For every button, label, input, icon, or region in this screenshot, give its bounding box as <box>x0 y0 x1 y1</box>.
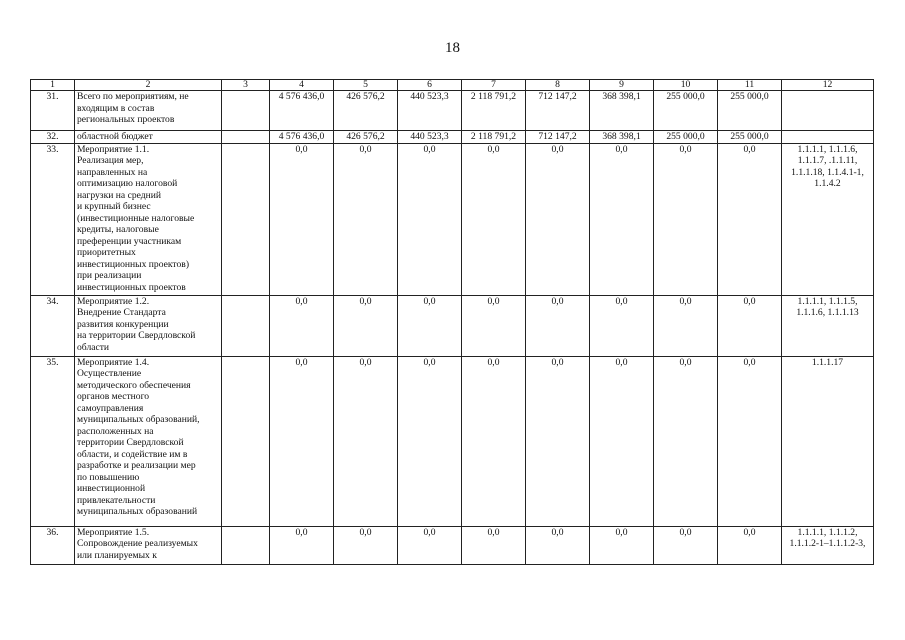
column-header-5: 5 <box>334 80 398 91</box>
row-value-col-7: 0,0 <box>462 526 526 564</box>
table-row <box>31 526 874 564</box>
column-header-10: 10 <box>654 80 718 91</box>
row-target-codes-text: 1.1.1.1, 1.1.1.5, 1.1.1.6, 1.1.1.13 <box>796 295 859 318</box>
row-value-col-5: 0,0 <box>334 143 398 295</box>
row-value-col-11: 0,0 <box>718 143 782 295</box>
row-description <box>75 526 222 564</box>
row-value-col-9: 0,0 <box>590 295 654 356</box>
row-description-text: Мероприятие 1.4. Осуществление методического обеспечения органов местного самоуправления муниципальных образований, расположенных на территории Свердловской области, и содействие им в разработке и реализации мер по повышению инвестиционной привлекательности муниципальных образований <box>77 356 200 517</box>
row-column-3 <box>222 143 270 295</box>
row-target-codes <box>782 91 874 131</box>
column-header-1: 1 <box>31 80 75 91</box>
row-number: 36. <box>31 526 75 564</box>
row-target-codes <box>782 526 874 564</box>
row-description-text: Мероприятие 1.5. Сопровождение реализуемых или планируемых к <box>77 526 198 561</box>
row-column-3 <box>222 356 270 526</box>
row-value-col-8: 0,0 <box>526 295 590 356</box>
row-value-col-8: 712 147,2 <box>526 91 590 131</box>
header-row <box>31 80 874 91</box>
page-number: 18 <box>445 40 460 56</box>
row-value-col-4: 0,0 <box>270 143 334 295</box>
column-header-4: 4 <box>270 80 334 91</box>
row-description-text: Мероприятие 1.2. Внедрение Стандарта развития конкуренции на территории Свердловской области <box>77 295 196 353</box>
row-value-col-5: 0,0 <box>334 526 398 564</box>
row-value-col-11: 255 000,0 <box>718 91 782 131</box>
row-value-col-6: 0,0 <box>398 143 462 295</box>
row-value-col-4: 0,0 <box>270 295 334 356</box>
program-table <box>30 79 874 565</box>
row-column-3 <box>222 131 270 144</box>
row-number: 35. <box>31 356 75 526</box>
row-description <box>75 91 222 131</box>
row-value-col-8: 0,0 <box>526 526 590 564</box>
row-value-col-9: 368 398,1 <box>590 91 654 131</box>
row-number: 31. <box>31 91 75 131</box>
table-row <box>31 295 874 356</box>
column-header-9: 9 <box>590 80 654 91</box>
row-value-col-10: 255 000,0 <box>654 91 718 131</box>
row-target-codes <box>782 131 874 144</box>
row-description <box>75 295 222 356</box>
column-header-2: 2 <box>75 80 222 91</box>
row-value-col-11: 0,0 <box>718 526 782 564</box>
row-target-codes-text: 1.1.1.17 <box>811 356 844 368</box>
row-value-col-9: 0,0 <box>590 526 654 564</box>
row-value-col-6: 0,0 <box>398 295 462 356</box>
row-description-text: Всего по мероприятиям, не входящим в состав региональных проектов <box>77 91 189 125</box>
row-value-col-9: 0,0 <box>590 356 654 526</box>
row-value-col-10: 255 000,0 <box>654 131 718 144</box>
row-column-3 <box>222 526 270 564</box>
row-target-codes-text: 1.1.1.1, 1.1.1.2, 1.1.1.2-1–1.1.1.2-3, <box>789 526 866 549</box>
row-value-col-11: 0,0 <box>718 295 782 356</box>
row-value-col-7: 0,0 <box>462 143 526 295</box>
row-value-col-8: 0,0 <box>526 143 590 295</box>
column-header-7: 7 <box>462 80 526 91</box>
table-body <box>31 80 874 565</box>
row-value-col-8: 712 147,2 <box>526 131 590 144</box>
row-column-3 <box>222 295 270 356</box>
table-row <box>31 131 874 144</box>
row-target-codes <box>782 295 874 356</box>
row-description <box>75 131 222 144</box>
row-value-col-9: 0,0 <box>590 143 654 295</box>
table-row <box>31 356 874 526</box>
row-value-col-7: 2 118 791,2 <box>462 131 526 144</box>
row-value-col-4: 0,0 <box>270 356 334 526</box>
row-value-col-4: 4 576 436,0 <box>270 131 334 144</box>
column-header-6: 6 <box>398 80 462 91</box>
row-number: 32. <box>31 131 75 144</box>
row-value-col-10: 0,0 <box>654 295 718 356</box>
row-description-text: областной бюджет <box>77 131 153 142</box>
row-value-col-5: 0,0 <box>334 356 398 526</box>
row-column-3 <box>222 91 270 131</box>
row-value-col-11: 255 000,0 <box>718 131 782 144</box>
row-target-codes-text: 1.1.1.1, 1.1.1.6, 1.1.1.7, .1.1.11, 1.1.1.18, 1.1.4.1-1, 1.1.4.2 <box>791 143 864 189</box>
row-value-col-5: 426 576,2 <box>334 131 398 144</box>
table-row <box>31 91 874 131</box>
row-value-col-5: 0,0 <box>334 295 398 356</box>
row-description <box>75 356 222 526</box>
row-value-col-4: 4 576 436,0 <box>270 91 334 131</box>
column-header-8: 8 <box>526 80 590 91</box>
row-value-col-7: 2 118 791,2 <box>462 91 526 131</box>
row-value-col-6: 440 523,3 <box>398 91 462 131</box>
row-value-col-4: 0,0 <box>270 526 334 564</box>
row-value-col-7: 0,0 <box>462 295 526 356</box>
row-value-col-10: 0,0 <box>654 143 718 295</box>
column-header-12: 12 <box>782 80 874 91</box>
row-value-col-8: 0,0 <box>526 356 590 526</box>
row-value-col-6: 0,0 <box>398 526 462 564</box>
row-number: 33. <box>31 143 75 295</box>
table-row <box>31 143 874 295</box>
row-target-codes <box>782 356 874 526</box>
row-value-col-9: 368 398,1 <box>590 131 654 144</box>
column-header-11: 11 <box>718 80 782 91</box>
row-value-col-5: 426 576,2 <box>334 91 398 131</box>
row-value-col-7: 0,0 <box>462 356 526 526</box>
row-value-col-11: 0,0 <box>718 356 782 526</box>
column-header-3: 3 <box>222 80 270 91</box>
row-value-col-6: 0,0 <box>398 356 462 526</box>
row-description <box>75 143 222 295</box>
row-description-text: Мероприятие 1.1. Реализация мер, направленных на оптимизацию налоговой нагрузки на средний и крупный бизнес (инвестиционные налоговые кредиты, налоговые преференции участникам приоритетных инвестиционных проектов) при реализации инвестиционных проектов <box>77 143 195 293</box>
row-target-codes <box>782 143 874 295</box>
row-value-col-10: 0,0 <box>654 526 718 564</box>
row-value-col-10: 0,0 <box>654 356 718 526</box>
row-number: 34. <box>31 295 75 356</box>
row-value-col-6: 440 523,3 <box>398 131 462 144</box>
